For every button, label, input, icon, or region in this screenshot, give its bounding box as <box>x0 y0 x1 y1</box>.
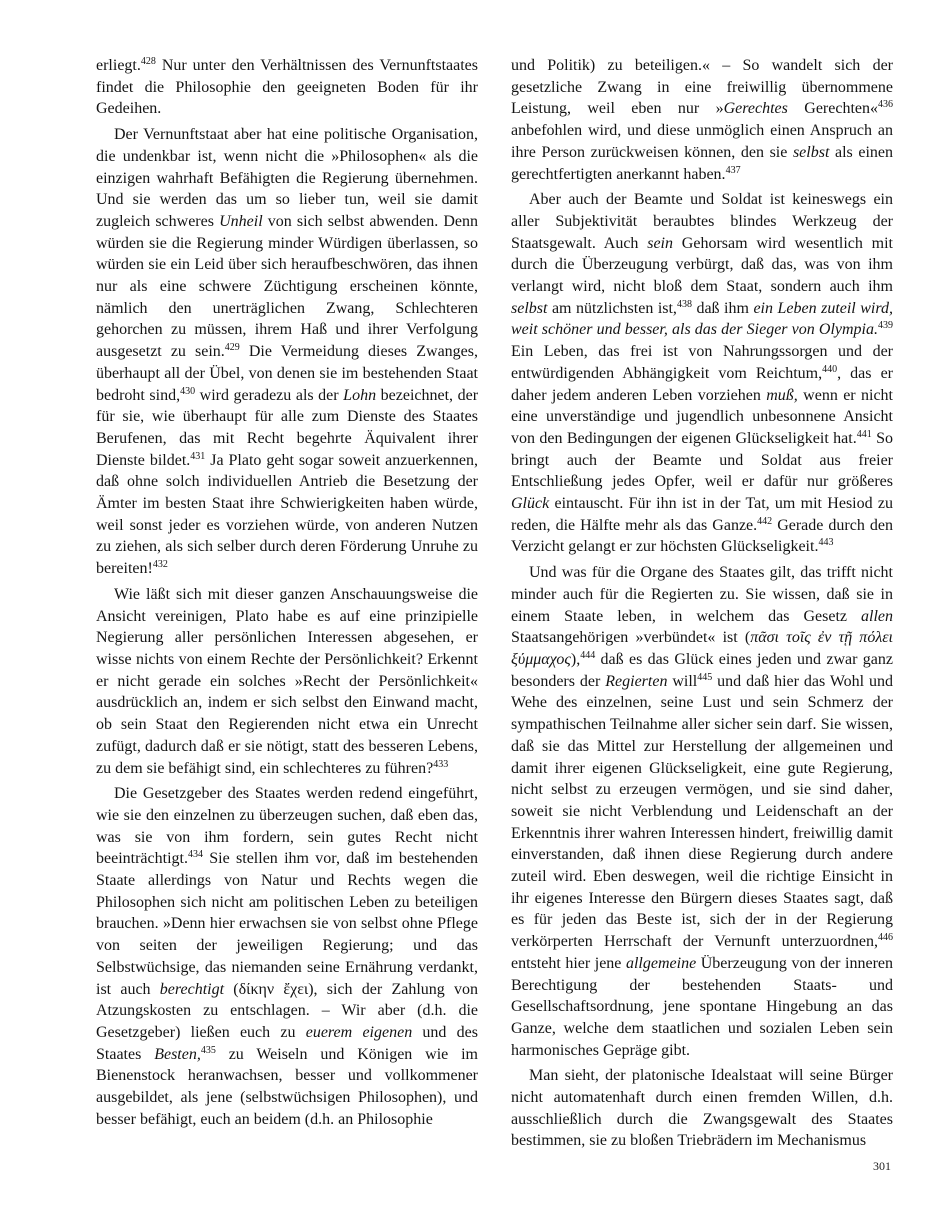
text-run: Der Vernunftstaat aber hat eine politische Organisation, die undenkbar ist, wenn nicht die »Philosophen« als die einzigen wahrhaft Befähigten die Regierung übernehmen. Und sie werden das um so lieber tun, weil sie damit zugleich schweres <box>96 126 478 230</box>
emphasis-text: euerem eigenen <box>305 1023 413 1041</box>
text-run: als einen gerechtfertigten anerkannt haben. <box>511 143 893 183</box>
paragraph <box>511 55 893 185</box>
emphasis-text: Gerechtes <box>723 100 788 118</box>
text-run: will <box>667 672 698 690</box>
emphasis-text: selbst <box>792 143 830 161</box>
text-run: bezeichnet, der für sie, wie überhaupt für alle zum Dienste des Staates Berufenen, das mit Recht begehrte Äquivalent ihrer Dienste bildet. <box>96 386 479 469</box>
text-run: wenn er nicht eine unverständige und jugendlich unbesonnene Ansicht von den Bedingungen der eigenen Glückseligkeit hat. <box>511 386 894 447</box>
footnote-ref: 446 <box>878 932 893 944</box>
text-run: Gerade durch den Verzicht gelangt er zur höchsten Glückseligkeit. <box>511 516 894 556</box>
text-run: , das er daher jedem anderen Leben vorziehen <box>511 364 893 404</box>
emphasis-text: πᾶσι τοῖς ἐν τῇ πόλει ξύμμαχος <box>511 629 893 668</box>
text-run: Ja Plato geht sogar soweit anzuerkennen, daß ohne solch individuellen Antrieb die Besetzung der Ämter im besten Staat ihre Schwierigkeiten haben würde, weil sonst jeder es vorziehen würde, von anderen Nutzen zu ziehen, als sich selber durch deren Förderung Unruhe zu bereiten! <box>96 451 479 578</box>
text-run: Aber auch der Beamte und Soldat ist keineswegs ein aller Subjektivität beraubtes blindes Werkzeug der Staatsgewalt. Auch <box>511 191 893 252</box>
text-run: Sie stellen ihm vor, daß im bestehenden Staate allerdings von Natur und Rechts wegen die Philosophen sich nicht am politischen Leben zu beteiligen brauchen. »Denn hier erwachsen sie von selbst ohne Pflege von seiten der jeweiligen Regierung; und das Selbstwüchsige, das niemanden seine Ernährung verdankt, ist auch <box>96 850 478 998</box>
emphasis-text: Glück <box>511 495 550 513</box>
emphasis-text: berechtigt <box>159 980 225 998</box>
footnote-ref: 439 <box>878 320 893 332</box>
text-run: Gehorsam wird wesentlich mit durch die Überzeugung verbürgt, daß das, was von ihm verlangt wird, nicht bloß dem Staat, sondern auch ihm <box>511 234 893 296</box>
text-run: Überzeugung von der inneren Berechtigung der bestehenden Staats- und Gesellschaftsordnung, jene spontane Hingebung an das Ganze, welche dem staatlichen und sozialen Leben sein harmonisches Gepräge gibt. <box>511 954 893 1059</box>
text-run: ), <box>570 650 581 668</box>
paragraph <box>511 562 893 1061</box>
text-run: Wie läßt sich mit dieser ganzen Anschauungsweise die Ansicht vereinigen, Plato habe es auf eine prinzipielle Negierung aller persönlichen Interessen abgesehen, er wisse nichts von einem Rechte der Persönlichkeit? Erkennt er nicht gerade ein solches »Recht der Persönlichkeit« ausdrücklich an, indem er sich selbst den Einwand macht, ob sein Staat den Regierenden nicht etwa ein Unrecht zufügt, dadurch daß er sie nötigt, statt des besseren Lebens, zu dem sie befähigt sind, ein schlechteres zu führen? <box>96 585 478 777</box>
paragraph <box>96 55 478 120</box>
footnote-ref: 430 <box>180 385 196 397</box>
text-run: Gerechten« <box>787 100 878 118</box>
footnote-ref: 445 <box>697 671 713 683</box>
footnote-ref: 436 <box>878 99 893 111</box>
text-run: Man sieht, der platonische Idealstaat will seine Bürger nicht automatenhaft durch einen fremden Willen, d.h. ausschließlich durch die Zwangsgewalt des Staates bestimmen, sie zu bloßen Triebrädern im Mechanismus <box>511 1067 893 1150</box>
emphasis-text: Besten, <box>154 1045 201 1063</box>
footnote-ref: 434 <box>187 849 203 861</box>
paragraph <box>96 783 478 1130</box>
right-text-column <box>511 55 893 1156</box>
paragraph <box>96 584 478 779</box>
footnote-ref: 431 <box>190 450 206 462</box>
text-run: am nützlichsten ist, <box>547 299 677 317</box>
text-run: von sich selbst abwenden. Denn würden sie die Regierung minder Würdigen überlassen, so würden sie ein Leid über sich heraufbeschwören, das ihnen nur als eine schwere Züchtigung erscheinen könnte, nämlich den unerträglichen Zwang, Schlechteren gehorchen zu müssen, ihrem Haß und ihrer Verfolgung ausgesetzt zu sein. <box>96 212 478 361</box>
text-run: Und was für die Organe des Staates gilt, das trifft nicht minder auch für die Regierten zu. Sie wissen, daß sie in einem Staate leben, in welchem das Gesetz <box>511 564 893 625</box>
left-text-column <box>96 55 478 1134</box>
emphasis-text: Unheil <box>219 212 263 230</box>
emphasis-text: ein Leben zuteil wird, weit schöner und besser, als das der Sieger von Olympia. <box>511 299 893 339</box>
text-run: Ein Leben, das frei ist von Nahrungssorgen und der entwürdigenden Abhängigkeit vom Reichtum, <box>511 343 893 382</box>
text-run: Nur unter den Verhältnissen des Vernunftstaates findet die Philosophie den geeigneten Boden für ihr Gedeihen. <box>96 57 478 118</box>
text-run: und des Staates <box>96 1023 478 1063</box>
footnote-ref: 442 <box>757 515 773 527</box>
footnote-ref: 435 <box>200 1044 216 1056</box>
text-run: daß es das Glück eines jeden und zwar ganz besonders der <box>511 650 893 690</box>
text-run: und daß hier das Wohl und Wehe des einzelnen, seine Lust und sein Schmerz der sympathischen Teilnahme aller sicher sein darf. Sie wissen, daß sie das Mittel zur Herstellung der allgemeinen und damit ihrer eigenen Glückseligkeit, eine gute Regierung, nicht selbst zu erzeugen vermögen, und sie sind daher, soweit sie nicht Verblendung und Leidenschaft an der Erkenntnis ihrer wahren Interessen hindert, freiwillig damit einverstanden, daß ihnen diese Regierung durch andere zuteil wird. Eben deswegen, weil die richtige Einsicht in ihr eigenes Interesse den Bürgern dieses Staates sagt, daß es für jeden das Beste ist, sich der in der Regierung verkörperten Herrschaft der Vernunft unterzuordnen, <box>511 672 894 951</box>
footnote-ref: 433 <box>433 758 449 770</box>
emphasis-text: allen <box>861 607 893 625</box>
footnote-ref: 444 <box>580 649 596 661</box>
footnote-ref: 441 <box>856 428 872 440</box>
text-run: zu Weiseln und Königen wie im Bienenstock heranwachsen, besser und vollkommener ausgebildet, als jene (selbstwüchsigen Philosophen), und besser befähigt, euch an beidem (d.h. an Philosophie <box>96 1045 479 1128</box>
emphasis-text: Regierten <box>605 672 668 690</box>
text-run: So bringt auch der Beamte und Soldat aus freier Entschließung jedes Opfer, weil er dafür nur größeres <box>511 429 893 491</box>
text-run: Die Vermeidung dieses Zwanges, überhaupt all der Übel, von denen sie im bestehenden Staat bedroht sind, <box>96 343 479 404</box>
emphasis-text: muß, <box>766 386 798 404</box>
text-run: Staatsangehörigen »verbündet« ist ( <box>511 629 751 647</box>
footnote-ref: 437 <box>725 164 741 176</box>
footnote-ref: 440 <box>822 363 838 375</box>
emphasis-text: selbst <box>511 299 548 317</box>
text-run: anbefohlen wird, und diese unmöglich einen Anspruch an ihre Person zurückweisen können, den sie <box>511 122 893 161</box>
text-run: Die Gesetzgeber des Staates werden redend eingeführt, wie sie den einzelnen zu überzeugen suchen, daß eben das, was sie von ihm fordern, sein gutes Recht nicht beeinträchtigt. <box>96 785 478 868</box>
page-number: 301 <box>873 1159 891 1173</box>
emphasis-text: Lohn <box>343 386 377 404</box>
text-run: daß ihm <box>691 299 754 317</box>
footnote-ref: 428 <box>140 56 156 67</box>
paragraph <box>511 189 893 558</box>
footnote-ref: 438 <box>676 298 692 310</box>
text-run: wird geradezu als der <box>195 386 344 404</box>
footnote-ref: 443 <box>818 537 834 549</box>
text-run: eintauscht. Für ihn ist in der Tat, um mit Hesiod zu reden, die Hälfte mehr als das Ganze. <box>511 495 893 534</box>
paragraph <box>511 1065 893 1152</box>
paragraph <box>96 124 478 580</box>
text-run: (δίκην ἔχει), sich der Zahlung von Atzungskosten zu entschlagen. – Wir aber (d.h. die Gesetzgeber) ließen euch zu <box>96 980 479 1041</box>
text-run: und Politik) zu beteiligen.« – So wandelt sich der gesetzliche Zwang in eine freiwillig übernommene Leistung, weil eben nur » <box>511 57 893 118</box>
text-run: erliegt. <box>96 57 141 74</box>
text-run: entsteht hier jene <box>511 954 626 972</box>
emphasis-text: allgemeine <box>625 954 697 972</box>
emphasis-text: sein <box>647 234 673 252</box>
footnote-ref: 429 <box>224 342 240 354</box>
footnote-ref: 432 <box>152 559 168 571</box>
